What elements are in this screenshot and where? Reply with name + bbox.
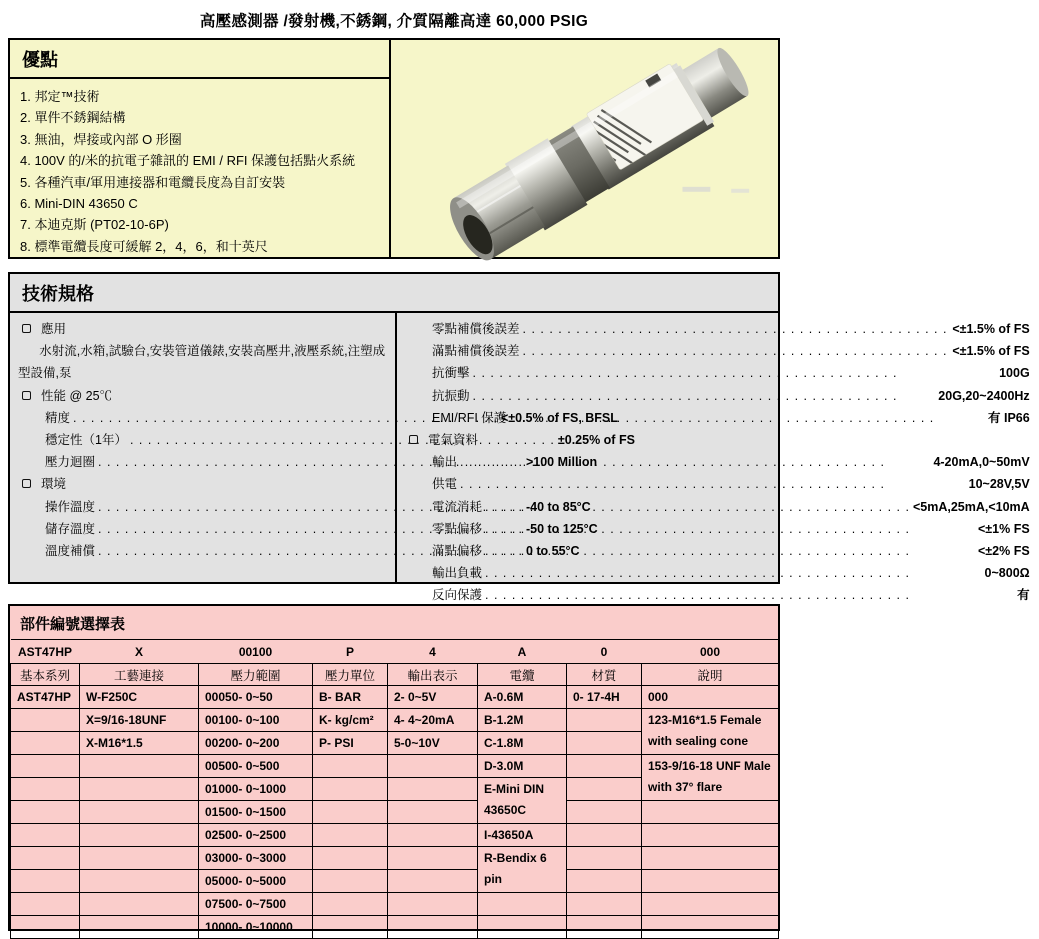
table-cell: [388, 916, 478, 939]
spec-section: [405, 429, 1030, 451]
column-header-cell: 工藝連接: [80, 664, 199, 686]
advantages-heading: 優點: [10, 40, 389, 79]
part-code-cell: 000: [642, 640, 779, 664]
table-cell: [313, 847, 388, 870]
advantages-box: [8, 38, 780, 259]
table-cell: B-1.2M: [478, 709, 567, 732]
part-code-cell: 4: [388, 640, 478, 664]
dot-leader: [523, 318, 950, 340]
spec-value: <±2% FS: [978, 544, 1030, 559]
spec-item: [405, 473, 1030, 495]
dot-leader: [485, 518, 975, 540]
spec-section-label: 環境: [41, 477, 67, 492]
dot-leader: [473, 362, 997, 384]
table-cell: [567, 916, 642, 939]
table-cell: 000: [642, 686, 779, 709]
table-cell: 0- 17-4H: [567, 686, 642, 709]
table-cell: [11, 893, 80, 916]
spec-item: [405, 362, 1030, 384]
page-title: 高壓感測器 /發射機,不銹鋼, 介質隔離高達 60,000 PSIG: [199, 13, 589, 30]
table-cell: [642, 893, 779, 916]
spec-value: 20G,20~2400Hz: [938, 388, 1030, 403]
part-code-cell: P: [313, 640, 388, 664]
table-cell: [11, 709, 80, 732]
specs-heading: 技術規格: [10, 274, 778, 313]
table-row: [11, 847, 779, 870]
spec-label: 溫度補償: [45, 544, 96, 559]
dot-leader: [460, 473, 966, 495]
spec-value: 0~800Ω: [984, 566, 1030, 581]
table-cell: [80, 916, 199, 939]
table-row: [11, 686, 779, 709]
table-cell: 153-9/16-18 UNF Male with 37° flare: [642, 755, 779, 801]
table-cell: [478, 916, 567, 939]
table-cell: [388, 778, 478, 801]
checkbox-bullet-icon: [22, 391, 31, 400]
advantages-panel: [10, 40, 391, 257]
spec-value: 100G: [999, 366, 1030, 381]
table-cell: 2- 0~5V: [388, 686, 478, 709]
table-cell: 01000- 0~1000: [199, 778, 313, 801]
spec-value: <±0.5% of FS, BFSL: [500, 410, 618, 425]
spec-item: [405, 407, 1030, 429]
table-row: [11, 709, 779, 732]
table-cell: [80, 870, 199, 893]
part-table-title: 部件編號選擇表: [20, 616, 126, 633]
spec-value: 有 IP66: [988, 410, 1030, 425]
spec-value: <±1.5% of FS: [952, 344, 1030, 359]
spec-section-label: 電氣資料: [428, 433, 479, 448]
table-cell: AST47HP: [11, 686, 80, 709]
table-cell: X-M16*1.5: [80, 732, 199, 755]
table-cell: [567, 893, 642, 916]
table-cell: D-3.0M: [478, 755, 567, 778]
table-cell: R-Bendix 6 pin: [478, 847, 567, 893]
spec-item: [405, 340, 1030, 362]
table-row: [11, 824, 779, 847]
spec-label: 電流消耗: [432, 499, 483, 514]
table-cell: [642, 870, 779, 893]
spec-label: 儲存溫度: [45, 521, 96, 536]
table-cell: [388, 824, 478, 847]
table-cell: A-0.6M: [478, 686, 567, 709]
spec-item: [405, 562, 1030, 584]
table-cell: [567, 824, 642, 847]
advantage-item: 7. 本迪克斯 (PT02-10-6P): [20, 217, 169, 233]
spec-item: [405, 518, 1030, 540]
spec-value: <5mA,25mA,<10mA: [912, 499, 1030, 514]
column-header-cell: 壓力單位: [313, 664, 388, 686]
table-cell: [313, 778, 388, 801]
table-cell: [388, 870, 478, 893]
spec-section-label: 性能 @ 25℃: [41, 388, 113, 403]
spec-label: 滿點補償後誤差: [432, 344, 520, 359]
spec-paragraph: 水射流,水箱,試驗台,安裝管道儀錶,安裝高壓井,液壓系統,注塑成型設備,泵: [18, 344, 386, 381]
table-cell: [80, 824, 199, 847]
spec-value: 4-20mA,0~50mV: [933, 455, 1030, 470]
table-cell: [11, 801, 80, 824]
table-cell: [11, 870, 80, 893]
table-cell: [11, 847, 80, 870]
table-cell: [11, 755, 80, 778]
spec-label: 輸出負載: [432, 566, 483, 581]
part-code-cell: X: [80, 640, 199, 664]
advantage-item: 1. 邦定™技術: [20, 89, 100, 104]
table-cell: [642, 916, 779, 939]
table-row: [11, 916, 779, 939]
table-cell: B- BAR: [313, 686, 388, 709]
table-cell: [313, 824, 388, 847]
spec-value: 10~28V,5V: [968, 477, 1030, 492]
dot-leader: [523, 340, 950, 362]
part-code-cell: 00100: [199, 640, 313, 664]
table-cell: [80, 778, 199, 801]
table-cell: [313, 870, 388, 893]
table-cell: I-43650A: [478, 824, 567, 847]
dot-leader: [509, 407, 985, 429]
table-row: [11, 870, 779, 893]
table-cell: [11, 824, 80, 847]
spec-label: 供電: [432, 477, 458, 492]
spec-item: [405, 540, 1030, 562]
table-cell: P- PSI: [313, 732, 388, 755]
table-cell: [478, 893, 567, 916]
table-cell: 00500- 0~500: [199, 755, 313, 778]
advantages-list: [10, 79, 389, 257]
dot-leader: [485, 496, 910, 518]
advantage-item: 4. 100V 的/米的抗電子雜訊的 EMI / RFI 保護包括點火系統: [20, 153, 356, 169]
table-cell: 02500- 0~2500: [199, 824, 313, 847]
advantage-item: 6. Mini-DIN 43650 C: [20, 196, 138, 212]
table-row: [11, 755, 779, 778]
table-cell: 03000- 0~3000: [199, 847, 313, 870]
table-cell: [388, 755, 478, 778]
table-cell: 4- 4~20mA: [388, 709, 478, 732]
table-cell: [313, 755, 388, 778]
table-cell: E-Mini DIN 43650C: [478, 778, 567, 824]
part-code-cell: A: [478, 640, 567, 664]
checkbox-bullet-icon: [409, 435, 418, 444]
table-row: [11, 801, 779, 824]
spec-item: [405, 496, 1030, 518]
spec-item: [405, 451, 1030, 473]
table-cell: [80, 847, 199, 870]
spec-value: >100 Million: [525, 455, 598, 470]
table-cell: [388, 893, 478, 916]
spec-section: [18, 385, 386, 407]
table-cell: 00050- 0~50: [199, 686, 313, 709]
spec-value: ±0.25% of FS: [557, 433, 635, 448]
spec-value: -50 to 125°C: [525, 521, 598, 536]
advantage-item: 2. 單件不銹鋼結構: [20, 110, 126, 126]
checkbox-bullet-icon: [22, 479, 31, 488]
column-header-cell: 電纜: [478, 664, 567, 686]
table-cell: W-F250C: [80, 686, 199, 709]
spec-value: 0 to 55°C: [525, 544, 580, 559]
table-cell: [11, 778, 80, 801]
table-cell: 10000- 0~10000: [199, 916, 313, 939]
spec-label: 滿點偏移: [432, 544, 483, 559]
table-cell: [567, 870, 642, 893]
table-cell: [567, 709, 642, 732]
spec-item: [405, 318, 1030, 340]
table-cell: [80, 755, 199, 778]
table-cell: [567, 732, 642, 755]
spec-label: 零點補償後誤差: [432, 322, 520, 336]
part-code-row: [11, 640, 779, 664]
spec-label: 操作溫度: [45, 499, 96, 514]
spec-label: 抗衝擊: [432, 366, 470, 381]
table-cell: 00100- 0~100: [199, 709, 313, 732]
table-cell: 123-M16*1.5 Female with sealing cone: [642, 709, 779, 755]
column-header-cell: 基本系列: [11, 664, 80, 686]
product-photo: [391, 40, 778, 257]
spec-section: [18, 318, 386, 340]
spec-value: <±1% FS: [978, 521, 1030, 536]
dot-leader: [485, 540, 975, 562]
spec-label: 抗振動: [432, 388, 470, 403]
specs-column-right: [397, 313, 1039, 603]
spec-value: -40 to 85°C: [525, 499, 591, 514]
spec-label: 精度: [45, 410, 71, 425]
specs-body: [10, 313, 1030, 603]
spec-label: 壓力迴圈: [45, 455, 96, 470]
column-header-cell: 材質: [567, 664, 642, 686]
table-cell: 05000- 0~5000: [199, 870, 313, 893]
spec-section: [18, 473, 386, 495]
column-header-cell: 壓力範圍: [199, 664, 313, 686]
dot-leader: [460, 451, 930, 473]
table-cell: [388, 847, 478, 870]
spec-label: 反向保護: [432, 588, 483, 603]
advantage-item: 3. 無油，焊接或內部 O 形圈: [20, 131, 182, 147]
table-cell: 07500- 0~7500: [199, 893, 313, 916]
table-cell: [642, 801, 779, 824]
checkbox-bullet-icon: [22, 324, 31, 333]
dot-leader: [473, 385, 936, 407]
part-code-cell: AST47HP: [11, 640, 80, 664]
spec-item: [405, 385, 1030, 407]
table-cell: [313, 893, 388, 916]
spec-section-label: 應用: [41, 322, 67, 336]
table-cell: [567, 801, 642, 824]
table-cell: [313, 916, 388, 939]
advantage-item: 5. 各種汽車/軍用連接器和電纜長度為自訂安裝: [20, 174, 286, 190]
table-cell: X=9/16-18UNF: [80, 709, 199, 732]
part-code-cell: 0: [567, 640, 642, 664]
specs-box: [8, 272, 1030, 603]
spec-value: <±1.5% of FS: [952, 322, 1030, 336]
table-cell: [567, 778, 642, 801]
column-header-cell: 說明: [642, 664, 779, 686]
spec-label: 穩定性（1年）: [45, 433, 127, 448]
table-cell: [388, 801, 478, 824]
spec-value: 有: [1017, 588, 1030, 603]
part-number-box: [8, 604, 780, 934]
spec-label: 輸出: [432, 455, 458, 470]
spec-label: EMI/RFI 保護: [432, 410, 507, 425]
table-cell: 01500- 0~1500: [199, 801, 313, 824]
table-cell: [80, 801, 199, 824]
table-row: [11, 893, 779, 916]
table-cell: 5-0~10V: [388, 732, 478, 755]
table-cell: [567, 755, 642, 778]
table-cell: [11, 732, 80, 755]
column-header-row: [11, 664, 779, 686]
table-cell: [313, 801, 388, 824]
product-photo-panel: [391, 40, 778, 257]
table-cell: [642, 847, 779, 870]
table-cell: K- kg/cm²: [313, 709, 388, 732]
table-cell: [11, 916, 80, 939]
table-cell: [567, 847, 642, 870]
table-cell: C-1.8M: [478, 732, 567, 755]
table-cell: [80, 893, 199, 916]
column-header-cell: 輸出表示: [388, 664, 478, 686]
table-cell: [642, 824, 779, 847]
part-number-table: [10, 639, 779, 939]
spec-label: 零點偏移: [432, 521, 483, 536]
table-cell: 00200- 0~200: [199, 732, 313, 755]
advantage-item: 8. 標準電纜長度可緩解 2，4，6，和十英尺: [20, 238, 268, 254]
dot-leader: [485, 562, 982, 584]
